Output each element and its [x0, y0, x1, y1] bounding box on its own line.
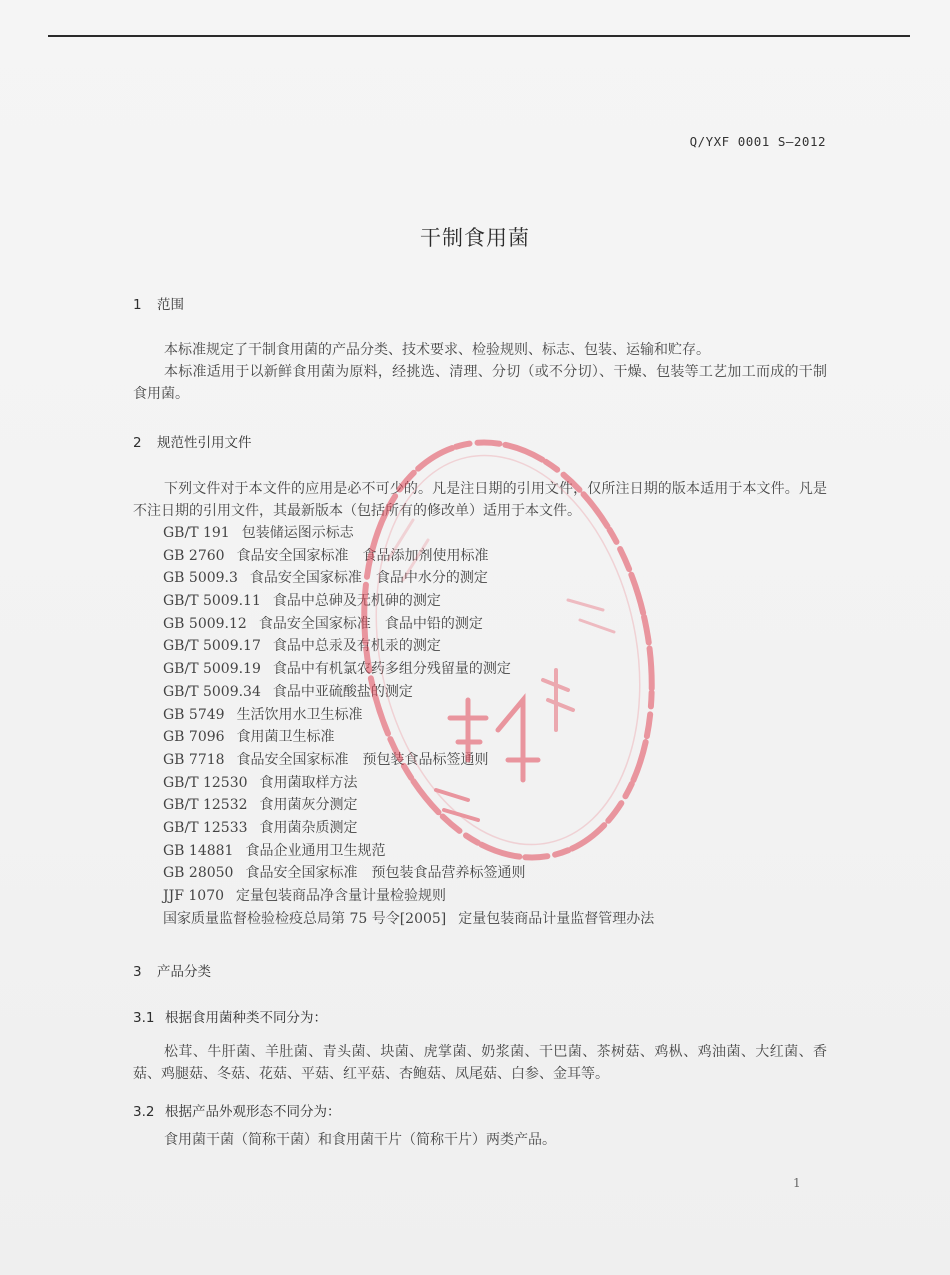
reference-title: 食品中总砷及无机砷的测定 — [272, 593, 441, 610]
reference-item — [163, 749, 823, 772]
reference-list — [163, 522, 823, 930]
section-title: 根据产品外观形态不同分为： — [165, 1104, 341, 1120]
page-number: 1 — [793, 1176, 801, 1190]
section-1-heading — [133, 293, 184, 313]
reference-code: GB 2760 — [163, 547, 225, 564]
reference-item — [163, 545, 823, 568]
reference-code: GB/T 5009.34 — [163, 683, 261, 700]
section-3-1-paragraph: 松茸、牛肝菌、羊肚菌、青头菌、块菌、虎掌菌、奶浆菌、干巴菌、茶树菇、鸡枞、鸡油菌、大红菌、香菇、鸡腿菇、冬菇、花菇、平菇、红平菇、杏鲍菇、凤尾菇、白参、金耳等。 — [133, 1044, 827, 1082]
reference-code: GB 5009.12 — [163, 615, 247, 632]
section-1-paragraph-1: 本标准规定了干制食用菌的产品分类、技术要求、检验规则、标志、包装、运输和贮存。 — [164, 342, 710, 358]
reference-title: 包装储运图示标志 — [241, 525, 354, 541]
reference-item — [163, 567, 823, 590]
reference-title: 食品安全国家标准 预包装食品标签通则 — [236, 751, 489, 768]
reference-item — [163, 862, 823, 885]
section-title: 根据食用菌种类不同分为： — [165, 1010, 327, 1026]
reference-title: 食品企业通用卫生规范 — [245, 842, 386, 859]
reference-title: 食品安全国家标准 食品中铅的测定 — [258, 615, 483, 632]
reference-code: GB/T 5009.17 — [163, 638, 261, 655]
reference-title: 定量包装商品计量监督管理办法 — [458, 910, 655, 927]
section-number: 3 — [133, 964, 142, 980]
section-3-1-heading — [133, 1006, 327, 1026]
reference-code: 国家质量监督检验检疫总局第 75 号令[2005] — [163, 910, 447, 927]
section-3-heading — [133, 960, 211, 980]
section-title: 规范性引用文件 — [157, 435, 252, 451]
reference-item — [163, 772, 823, 795]
section-2-heading — [133, 431, 252, 451]
reference-item — [163, 590, 823, 613]
reference-title: 食品安全国家标准 食品添加剂使用标准 — [236, 547, 489, 564]
reference-title: 定量包装商品净含量计量检验规则 — [236, 888, 447, 904]
reference-title: 生活饮用水卫生标准 — [236, 706, 363, 723]
section-3-2-paragraph: 食用菌干菌（简称干菌）和食用菌干片（简称干片）两类产品。 — [164, 1132, 556, 1148]
reference-item — [163, 840, 823, 863]
reference-item — [163, 817, 823, 840]
reference-title: 食用菌卫生标准 — [236, 729, 335, 746]
section-3-2-heading — [133, 1100, 341, 1120]
reference-code: GB 5749 — [163, 706, 225, 723]
section-1-paragraph-2: 本标准适用于以新鲜食用菌为原料，经挑选、清理、分切（或不分切）、干燥、包装等工艺加工而成的干制食用菌。 — [133, 364, 827, 402]
reference-code: JJF 1070 — [163, 888, 225, 904]
reference-code: GB/T 191 — [163, 525, 230, 541]
reference-item — [163, 726, 823, 749]
reference-code: GB 14881 — [163, 842, 234, 859]
document-title: 干制食用菌 — [420, 226, 530, 250]
reference-code: GB/T 5009.11 — [163, 593, 261, 610]
reference-item — [163, 522, 823, 545]
reference-title: 食品中亚硫酸盐的测定 — [272, 683, 413, 700]
reference-title: 食品中有机氯农药多组分残留量的测定 — [272, 661, 511, 678]
reference-item — [163, 908, 823, 931]
section-number: 3.2 — [133, 1104, 155, 1120]
section-title: 产品分类 — [157, 964, 211, 980]
reference-item — [163, 635, 823, 658]
reference-title: 食品安全国家标准 食品中水分的测定 — [249, 570, 488, 587]
reference-title: 食品安全国家标准 预包装食品营养标签通则 — [245, 865, 526, 882]
section-number: 3.1 — [133, 1010, 155, 1026]
reference-title: 食用菌杂质测定 — [259, 819, 358, 836]
reference-item — [163, 681, 823, 704]
section-title: 范围 — [157, 297, 184, 313]
section-number: 2 — [133, 435, 142, 451]
reference-item — [163, 658, 823, 681]
reference-code: GB/T 12533 — [163, 819, 248, 836]
reference-code: GB 28050 — [163, 865, 234, 882]
reference-item — [163, 613, 823, 636]
reference-item — [163, 704, 823, 727]
reference-item — [163, 885, 823, 908]
reference-code: GB 7096 — [163, 729, 225, 746]
reference-code: GB/T 12532 — [163, 797, 248, 814]
header-rule — [48, 35, 910, 37]
section-2-intro: 下列文件对于本文件的应用是必不可少的。凡是注日期的引用文件，仅所注日期的版本适用于本文件。凡是不注日期的引用文件，其最新版本（包括所有的修改单）适用于本文件。 — [133, 481, 827, 519]
reference-code: GB/T 5009.19 — [163, 661, 261, 678]
reference-item — [163, 794, 823, 817]
reference-title: 食用菌灰分测定 — [259, 797, 358, 814]
section-number: 1 — [133, 297, 142, 313]
reference-title: 食用菌取样方法 — [259, 774, 358, 791]
reference-code: GB/T 12530 — [163, 774, 248, 791]
reference-code: GB 5009.3 — [163, 570, 238, 587]
reference-code: GB 7718 — [163, 751, 225, 768]
document-code: Q/YXF 0001 S—2012 — [689, 134, 826, 149]
reference-title: 食品中总汞及有机汞的测定 — [272, 638, 441, 655]
